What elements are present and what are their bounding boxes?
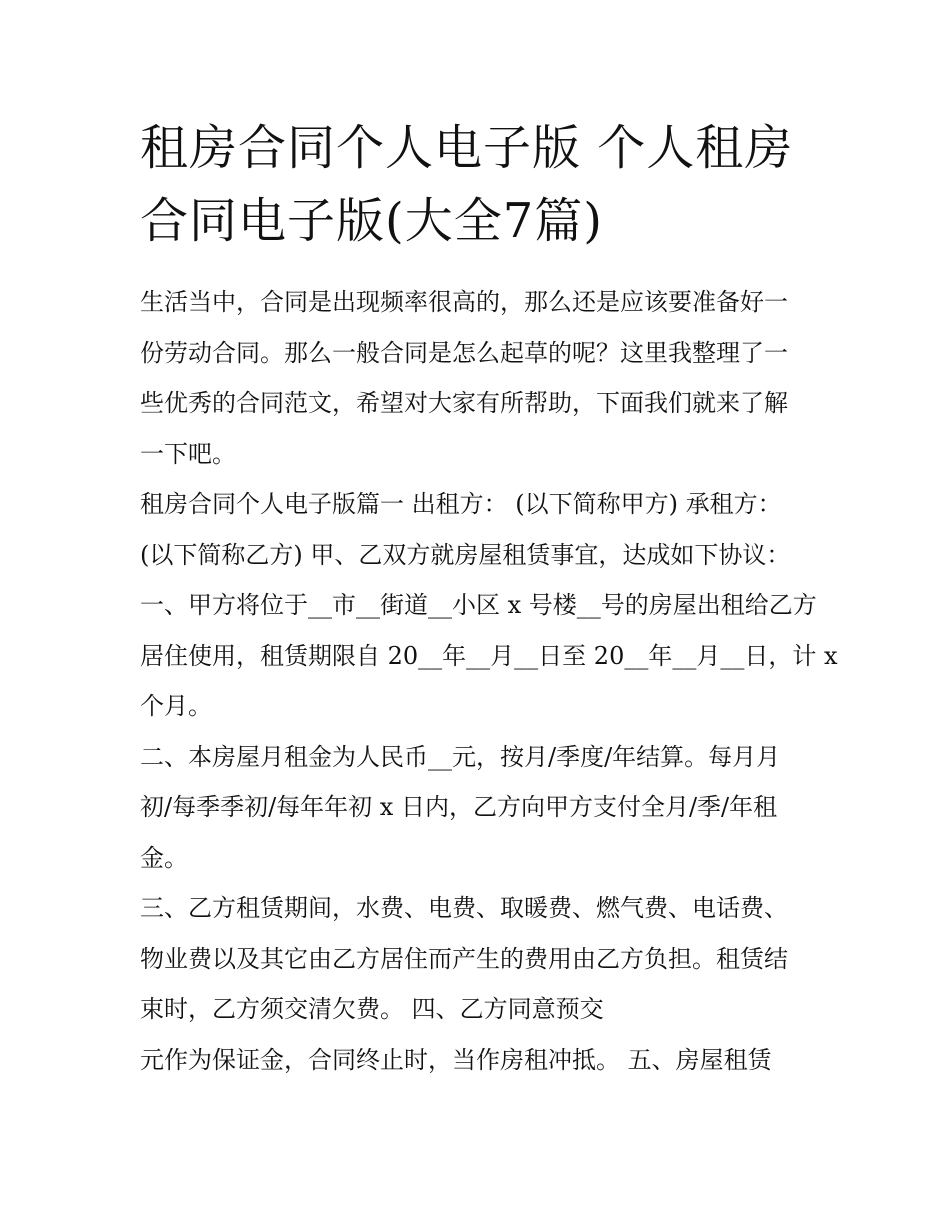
document-title (140, 112, 840, 258)
body-line: 三、乙方租赁期间，水费、电费、取暖费、燃气费、电话费、 (140, 894, 788, 922)
title-line-2: 合同电子版(大全7篇) (140, 193, 603, 249)
body-line: 租房合同个人电子版篇一 出租方： (以下简称甲方) 承租方： (140, 490, 782, 518)
body-line: 些优秀的合同范文，希望对大家有所帮助，下面我们就来了解 (140, 389, 788, 417)
body-line: 一、甲方将位于__市__街道__小区 x 号楼__号的房屋出租给乙方 (140, 591, 817, 619)
body-line: 份劳动合同。那么一般合同是怎么起草的呢？这里我整理了一 (140, 338, 788, 367)
body-line: 初/每季季初/每年年初 x 日内，乙方向甲方支付全月/季/年租 (140, 793, 778, 821)
body-line: 束时，乙方须交清欠费。 四、乙方同意预交 (140, 995, 604, 1023)
body-line: 个月。 (140, 692, 212, 720)
title-line-1: 租房合同个人电子版 个人租房 (140, 120, 794, 176)
body-line: 金。 (140, 843, 188, 872)
document-body (140, 277, 838, 1085)
body-line: 物业费以及其它由乙方居住而产生的费用由乙方负担。租赁结 (140, 944, 788, 973)
body-line: 二、本房屋月租金为人民币__元，按月/季度/年结算。每月月 (140, 742, 781, 771)
body-line: 生活当中，合同是出现频率很高的，那么还是应该要准备好一 (140, 288, 788, 316)
body-line: 居住使用，租赁期限自 20__年__月__日至 20__年__月__日，计 x (140, 641, 838, 670)
body-line: 一下吧。 (140, 439, 236, 468)
body-line: (以下简称乙方) 甲、乙双方就房屋租赁事宜，达成如下协议： (140, 540, 791, 569)
body-line: 元作为保证金，合同终止时，当作房租冲抵。 五、房屋租赁 (140, 1045, 772, 1074)
